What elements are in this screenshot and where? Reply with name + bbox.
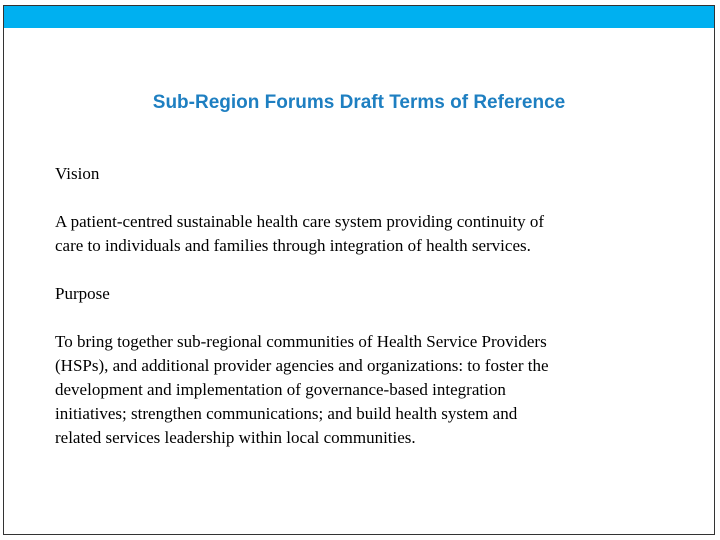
purpose-line: development and implementation of governance-based integration: [55, 380, 506, 399]
purpose-line: related services leadership within local communities.: [55, 428, 416, 447]
vision-text: [55, 210, 695, 258]
purpose-heading: Purpose: [55, 284, 110, 303]
slide: [3, 5, 715, 535]
vision-line: A patient-centred sustainable health care system providing continuity of: [55, 212, 545, 231]
vision-line: care to individuals and families through integration of health services.: [55, 236, 531, 255]
page-title: Sub-Region Forums Draft Terms of Reference: [152, 92, 566, 113]
vision-heading: Vision: [55, 164, 100, 183]
purpose-line: To bring together sub-regional communities of Health Service Providers: [55, 332, 547, 351]
purpose-text: [55, 330, 695, 450]
document-body: [55, 162, 695, 474]
purpose-line: initiatives; strengthen communications; and build health system and: [55, 404, 518, 423]
purpose-line: (HSPs), and additional provider agencies and organizations: to foster the: [55, 356, 549, 375]
accent-bar: [4, 6, 714, 28]
